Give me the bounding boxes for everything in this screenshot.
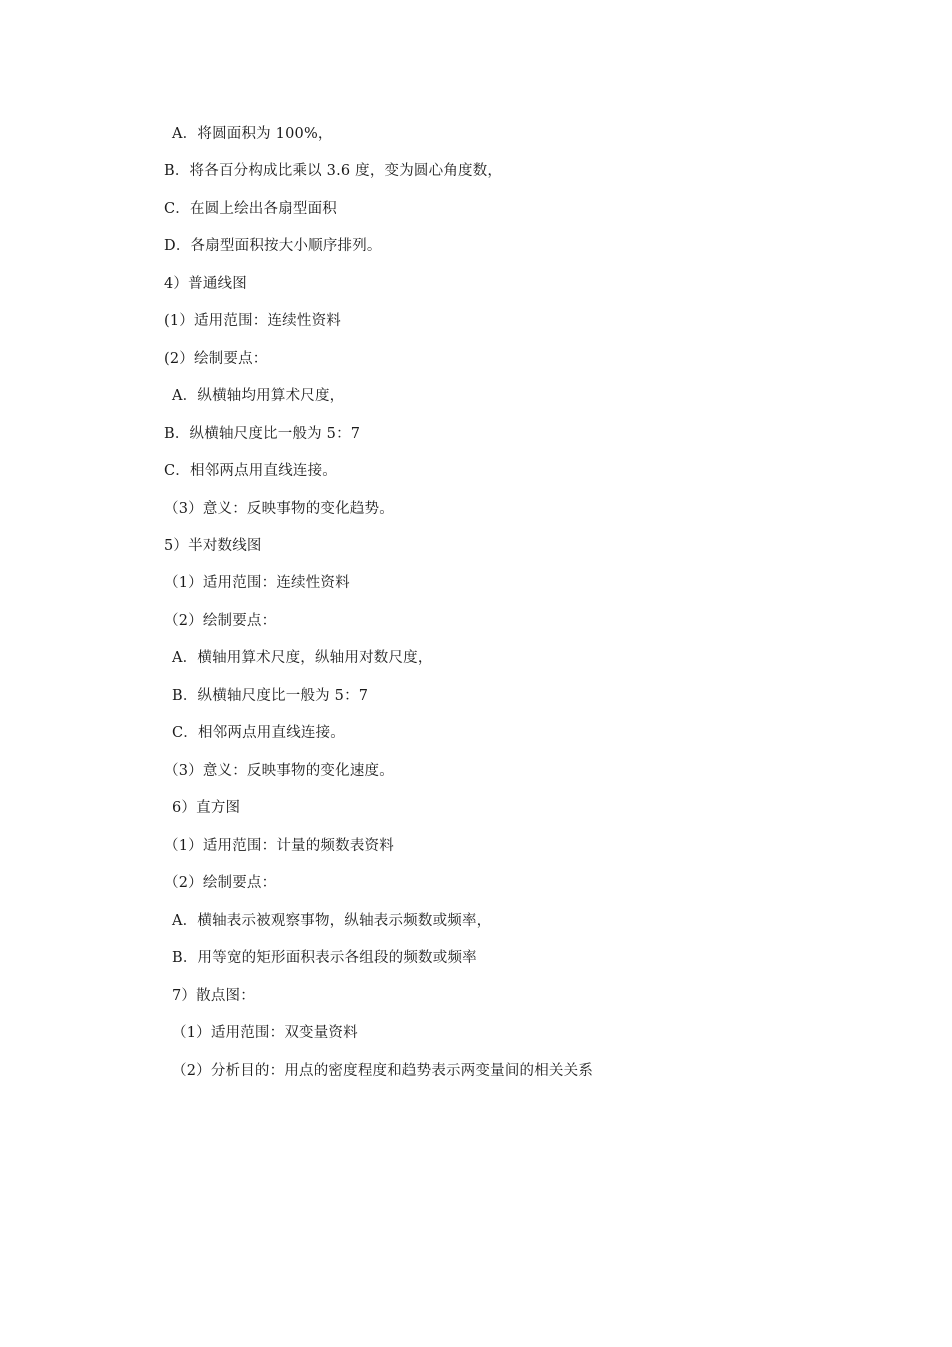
text-scatter-purpose: （2）分析目的：用点的密度程度和趋势表示两变量间的相关关系 bbox=[172, 1063, 594, 1079]
text-semilog-c: C．相邻两点用直线连接。 bbox=[172, 725, 345, 741]
text-line-a-circle-area: A．将圆面积为 100%， bbox=[172, 126, 333, 142]
heading-scatter-plot: 7）散点图： bbox=[172, 988, 255, 1004]
text-semilog-scope: （1）适用范围：连续性资料 bbox=[164, 575, 350, 591]
text-histogram-a: A．横轴表示被观察事物，纵轴表示频数或频率， bbox=[172, 913, 492, 929]
text-scatter-scope: （1）适用范围：双变量资料 bbox=[172, 1025, 358, 1041]
text-histogram-b: B．用等宽的矩形面积表示各组段的频数或频率 bbox=[172, 950, 477, 966]
text-line-chart-scope: (1）适用范围：连续性资料 bbox=[164, 313, 341, 329]
text-line-chart-drawing-points: (2）绘制要点： bbox=[164, 351, 268, 367]
text-line-chart-c: C．相邻两点用直线连接。 bbox=[164, 463, 337, 479]
text-semilog-meaning: （3）意义：反映事物的变化速度。 bbox=[164, 763, 394, 779]
text-semilog-a: A．横轴用算术尺度，纵轴用对数尺度， bbox=[172, 650, 433, 666]
text-line-d-sort-sectors: D．各扇型面积按大小顺序排列。 bbox=[164, 238, 382, 254]
text-histogram-drawing-points: （2）绘制要点： bbox=[164, 875, 277, 891]
text-line-chart-a: A．纵横轴均用算术尺度， bbox=[172, 388, 345, 404]
text-line-b-percent-to-degrees: B．将各百分构成比乘以 3.6 度，变为圆心角度数， bbox=[164, 163, 503, 179]
text-line-chart-b: B．纵横轴尺度比一般为 5：7 bbox=[164, 426, 361, 442]
text-semilog-b: B．纵横轴尺度比一般为 5：7 bbox=[172, 688, 369, 704]
heading-semilog-chart: 5）半对数线图 bbox=[164, 538, 262, 554]
heading-histogram: 6）直方图 bbox=[172, 800, 241, 816]
text-histogram-scope: （1）适用范围：计量的频数表资料 bbox=[164, 838, 394, 854]
text-line-c-draw-sectors: C．在圆上绘出各扇型面积 bbox=[164, 201, 337, 217]
text-line-chart-meaning: （3）意义：反映事物的变化趋势。 bbox=[164, 501, 394, 517]
heading-line-chart: 4）普通线图 bbox=[164, 276, 247, 292]
text-semilog-drawing-points: （2）绘制要点： bbox=[164, 613, 277, 629]
